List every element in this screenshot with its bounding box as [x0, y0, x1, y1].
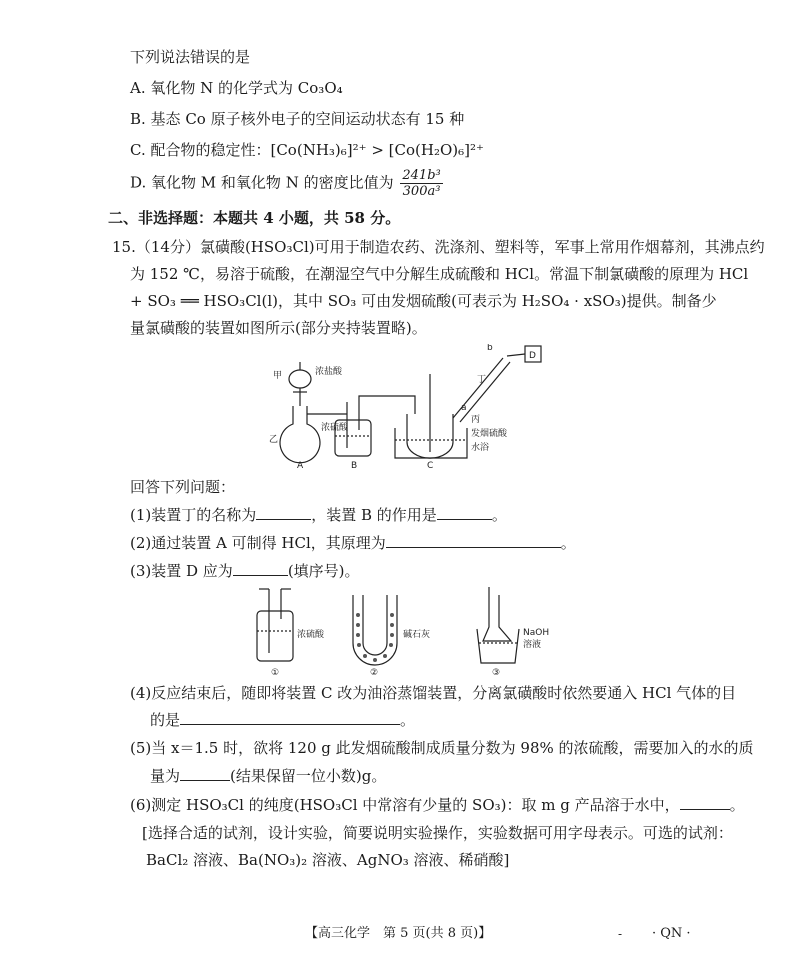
- label-water-bath: 水浴: [471, 443, 490, 453]
- part-5-text-c: (结果保留一位小数)g。: [230, 767, 387, 785]
- part-4-text-c: 。: [400, 711, 416, 729]
- label-conc-hcl: 浓盐酸: [315, 367, 343, 377]
- answer-intro: 回答下列问题：: [130, 478, 236, 496]
- label-jia: 甲: [273, 371, 283, 381]
- answer-blank-3[interactable]: [233, 561, 288, 576]
- answer-blank-4[interactable]: [180, 710, 400, 725]
- part-5-line-1: (5)当 x＝1.5 时，欲将 120 g 此发烟硫酸制成质量分数为 98% 的浓硫酸，需要加入的水的质: [130, 739, 754, 757]
- part-1-text-a: (1)装置丁的名称为: [130, 506, 257, 524]
- option-3-label-2: 溶液: [523, 640, 542, 650]
- part-2-text-a: (2)通过装置 A 可制得 HCl，其原理为: [130, 534, 386, 552]
- label-yi: 乙: [269, 435, 279, 445]
- option-3-number: ③: [492, 668, 501, 678]
- label-bing: 丙: [471, 415, 481, 425]
- part-1-text-b: ，装置 B 的作用是: [311, 506, 437, 524]
- fraction-numerator: 241b³: [402, 168, 441, 183]
- answer-blank-1a[interactable]: [256, 505, 311, 520]
- q14-option-d-text: D. 氧化物 M 和氧化物 N 的密度比值为: [130, 173, 394, 192]
- part-2: [130, 533, 576, 553]
- option-3-label-1: NaOH: [523, 628, 550, 638]
- q14-option-d-fraction: [400, 168, 442, 199]
- label-conc-h2so4: 浓硫酸: [321, 423, 349, 433]
- label-ding: 丁: [477, 375, 487, 385]
- q14-option-c: C. 配合物的稳定性：[Co(NH₃)₆]²⁺ > [Co(H₂O)₆]²⁺: [130, 141, 484, 159]
- label-apparatus-c: C: [427, 461, 434, 471]
- option-1-label: 浓硫酸: [297, 630, 325, 640]
- label-apparatus-a: A: [297, 461, 304, 471]
- label-apparatus-b: B: [351, 461, 358, 471]
- part-6-line-3: BaCl₂ 溶液、Ba(NO₃)₂ 溶液、AgNO₃ 溶液、稀硝酸]: [146, 851, 510, 869]
- part-6-line-2: [选择合适的试剂，设计实验，简要说明实验操作，实验数据可用字母表示。可选的试剂：: [142, 824, 733, 842]
- separatory-funnel: [289, 370, 311, 388]
- q14-option-b: B. 基态 Co 原子核外电子的空间运动状态有 15 种: [130, 110, 465, 128]
- part-6-text-a: (6)测定 HSO₃Cl 的纯度(HSO₃Cl 中常溶有少量的 SO₃)：取 m g 产品溶于水中，: [130, 796, 680, 814]
- option-1-number: ①: [271, 668, 280, 678]
- option-2-label: 碱石灰: [403, 630, 431, 640]
- part-2-text-b: 。: [560, 534, 576, 552]
- section-title: 二、非选择题：本题共 4 小题，共 58 分。: [108, 209, 401, 227]
- q14-option-a: A. 氧化物 N 的化学式为 Co₃O₄: [130, 79, 343, 97]
- label-a: a: [461, 403, 467, 413]
- part-3-text-b: (填序号)。: [287, 562, 360, 580]
- part-4-line-2: [150, 710, 415, 730]
- footer-code: · QN ·: [652, 926, 691, 941]
- label-d: D: [529, 351, 536, 361]
- label-b: b: [487, 344, 493, 353]
- answer-blank-5[interactable]: [180, 766, 230, 781]
- part-6-text-b: 。: [729, 796, 745, 814]
- answer-blank-2[interactable]: [386, 533, 561, 548]
- part-4-text-b: 的是: [150, 711, 181, 729]
- part-1: [130, 505, 507, 525]
- q15-line-2: 为 152 ℃，易溶于硫酸，在潮湿空气中分解生成硫酸和 HCl。常温下制氯磺酸的原理为 HCl: [130, 265, 749, 283]
- option-2-number: ②: [370, 668, 379, 678]
- q15-line-1: 15.（14分）氯磺酸(HSO₃Cl)可用于制造农药、洗涤剂、塑料等，军事上常用作烟幕剂，其沸点约: [112, 238, 765, 256]
- footer-page: 【高三化学 第 5 页(共 8 页)】: [305, 926, 492, 941]
- q14-option-d: [130, 168, 443, 199]
- part-6-line-1: [130, 795, 745, 815]
- answer-blank-6[interactable]: [680, 795, 730, 810]
- part-5-text-b: 量为: [150, 767, 181, 785]
- part-4-line-1: (4)反应结束后，随即将装置 C 改为油浴蒸馏装置，分离氯磺酸时依然要通入 HCl 气体的目: [130, 684, 737, 702]
- option-figure: [245, 585, 565, 679]
- part-3: [130, 561, 360, 581]
- water-bath-c: [395, 428, 467, 458]
- answer-blank-1b[interactable]: [437, 505, 492, 520]
- q15-line-4: 量氯磺酸的装置如图所示(部分夹持装置略)。: [130, 319, 427, 337]
- label-fuming: 发烟硫酸: [471, 429, 508, 439]
- q14-stem: 下列说法错误的是: [130, 48, 251, 66]
- fraction-denominator: 300a³: [402, 184, 441, 199]
- q15-line-3: + SO₃ ══ HSO₃Cl(l)，其中 SO₃ 可由发烟硫酸(可表示为 H₂SO₄ · xSO₃)提供。制备少: [130, 292, 717, 310]
- part-1-text-c: 。: [491, 506, 507, 524]
- part-5-line-2: [150, 766, 386, 786]
- option-1-wash-bottle: [257, 611, 293, 661]
- apparatus-figure: [255, 344, 555, 472]
- footer-dash: ‐: [618, 927, 622, 941]
- part-3-text-a: (3)装置 D 应为: [130, 562, 233, 580]
- option-3-beaker: [477, 629, 519, 663]
